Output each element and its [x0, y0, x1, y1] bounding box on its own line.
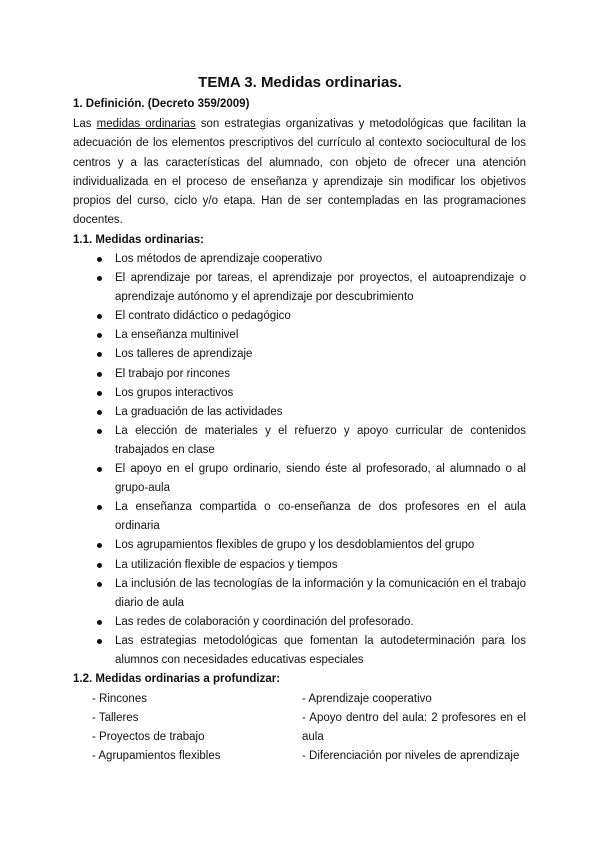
list-item: [73, 384, 526, 403]
bullet-icon: [97, 410, 102, 415]
list-item: [73, 556, 526, 575]
section-heading-definicion: 1. Definición. (Decreto 359/2009): [73, 98, 250, 110]
bullet-icon: [97, 429, 102, 434]
list-item-text: Las redes de colaboración y coordinación del profesorado.: [115, 615, 414, 628]
definition-text-start: Las: [73, 118, 97, 130]
bullet-icon: [97, 639, 102, 644]
list-item: [73, 326, 526, 345]
list-item-text: La enseñanza multinivel: [115, 329, 239, 342]
list-item-text: Las estrategias metodológicas que fomentan la autodeterminación para los alumnos con necesidades educativas especiales: [115, 634, 526, 666]
deepen-item: - Talleres: [92, 712, 139, 725]
list-item-text: El trabajo por rincones: [115, 367, 231, 380]
deepen-item: - Diferenciación por niveles de aprendizaje: [302, 750, 520, 763]
measures-list: [73, 250, 526, 670]
list-item-text: Los métodos de aprendizaje cooperativo: [115, 253, 323, 265]
list-item-text: La elección de materiales y el refuerzo y apoyo curricular de contenidos trabajados en clase: [115, 424, 526, 456]
bullet-icon: [97, 314, 102, 319]
list-item: [73, 422, 526, 460]
list-item: [73, 365, 526, 384]
list-item: [73, 536, 526, 555]
list-item-text: El contrato didáctico o pedagógico: [115, 310, 291, 323]
deepen-item: - Proyectos de trabajo: [92, 731, 205, 744]
section-heading-profundizar: 1.2. Medidas ordinarias a profundizar:: [73, 673, 281, 685]
definition-paragraph: [73, 115, 526, 231]
deepen-item: - Agrupamientos flexibles: [92, 750, 221, 763]
list-item-text: Los grupos interactivos: [115, 386, 234, 399]
list-item-text: La enseñanza compartida o co-enseñanza de dos profesores en el aula ordinaria: [115, 501, 526, 533]
list-item: [73, 460, 526, 498]
bullet-icon: [97, 257, 102, 262]
bullet-icon: [97, 372, 102, 377]
list-item: [73, 498, 526, 536]
document-title: TEMA 3. Medidas ordinarias.: [198, 74, 402, 91]
bullet-icon: [97, 467, 102, 472]
bullet-icon: [97, 352, 102, 357]
deepen-item: - Apoyo dentro del aula: 2 profesores en el aula: [302, 712, 526, 744]
list-item-text: Los talleres de aprendizaje: [115, 348, 253, 361]
bullet-icon: [97, 505, 102, 510]
bullet-icon: [97, 563, 102, 568]
bullet-icon: [97, 620, 102, 625]
list-item: [73, 269, 526, 307]
list-item-text: El aprendizaje por tareas, el aprendizaje por proyectos, el autoaprendizaje o aprendizaje autónomo y el aprendizaje por descubrimiento: [115, 272, 526, 304]
list-item-text: La inclusión de las tecnologías de la información y la comunicación en el trabajo diario de aula: [115, 577, 526, 609]
list-item-text: La graduación de las actividades: [115, 405, 283, 418]
list-item: [73, 345, 526, 364]
bullet-icon: [97, 543, 102, 548]
list-item-text: La utilización flexible de espacios y tiempos: [115, 558, 338, 571]
list-item: [73, 613, 526, 632]
list-item-text: El apoyo en el grupo ordinario, siendo éste al profesorado, al alumnado o al grupo-aula: [115, 463, 526, 495]
bullet-icon: [97, 582, 102, 587]
bullet-icon: [97, 276, 102, 281]
section-heading-medidas: 1.1. Medidas ordinarias:: [73, 234, 205, 246]
list-item: [73, 403, 526, 422]
bullet-icon: [97, 333, 102, 338]
bullet-icon: [97, 391, 102, 396]
list-item: [73, 250, 526, 269]
deepen-item: - Rincones: [92, 693, 147, 705]
deepen-list-left: [92, 690, 292, 766]
list-item-text: Los agrupamientos flexibles de grupo y los desdoblamientos del grupo: [115, 539, 475, 552]
list-item: [73, 632, 526, 670]
deepen-list-right: [302, 690, 526, 766]
deepen-item: - Aprendizaje cooperativo: [302, 693, 432, 705]
definition-term: medidas ordinarias: [96, 118, 196, 130]
list-item: [73, 307, 526, 326]
list-item: [73, 575, 526, 613]
definition-text-rest: son estrategias organizativas y metodológicas que facilitan la adecuación de los elementos prescriptivos del currículo al contexto sociocultural de los centros y a las características del alumnado, con objeto de ofrecer una atención individualizada en el proceso de enseñanza y aprendizaje sin modificar los objetivos propios del curso, ciclo y/o etapa. Han de ser contempladas en las programaciones docentes.: [73, 118, 526, 227]
